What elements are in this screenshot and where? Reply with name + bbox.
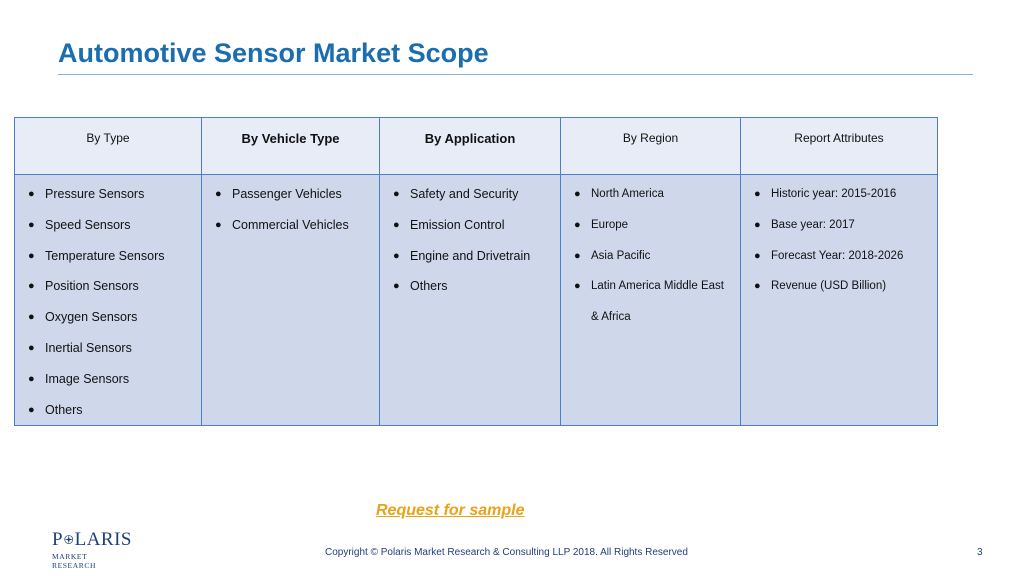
list-item: ● Latin America Middle East [561,271,740,302]
header-report-attributes: Report Attributes [741,118,938,175]
list-item: ● Temperature Sensors [15,241,201,272]
column-by-type [15,175,202,426]
list-item: ● Image Sensors [15,364,201,395]
title-underline [58,74,973,75]
slide-title: Automotive Sensor Market Scope [58,38,489,68]
list-item: ● Engine and Drivetrain [380,241,560,272]
list-item: ● Pressure Sensors [15,179,201,210]
list-item: ● Commercial Vehicles [202,210,379,241]
request-sample-link[interactable]: Request for sample [376,502,525,519]
list-item: ● Speed Sensors [15,210,201,241]
list-item: ● Others [380,271,560,302]
list-item: ● Europe [561,210,740,241]
column-by-application [380,175,561,426]
bullet-icon: ● [393,280,400,293]
logo-tagline: MARKET RESEARCH [52,552,96,570]
page-number: 3 [977,547,983,558]
list-item: ● Revenue (USD Billion) [741,271,937,302]
bullet-icon: ● [28,249,35,262]
bullet-icon: ● [215,188,222,200]
bullet-icon: ● [28,280,35,293]
bullet-icon: ● [28,372,35,385]
bullet-icon: ● [574,249,581,262]
list-item: ● Forecast Year: 2018-2026 [741,241,937,272]
list-item: ● Asia Pacific [561,241,740,272]
column-by-vehicle-type [202,175,380,426]
list-item: ● Historic year: 2015-2016 [741,179,937,210]
list-item: ● Emission Control [380,210,560,241]
scope-table [14,117,938,426]
header-by-region: By Region [561,118,741,175]
header-by-vehicle-type: By Vehicle Type [202,118,380,175]
list-item-continuation: & Africa [591,311,631,324]
logo-wordmark: P LARIS [52,529,132,550]
bullet-icon: ● [28,311,35,324]
bullet-icon: ● [754,218,761,231]
table-header-row [15,118,938,175]
bullet-icon: ● [574,188,581,200]
polaris-logo [52,529,132,570]
list-item: ● Position Sensors [15,271,201,302]
header-by-type: By Type [15,118,202,175]
header-by-application: By Application [380,118,561,175]
bullet-icon: ● [754,249,761,262]
compass-star-icon [64,532,74,547]
bullet-icon: ● [574,280,581,293]
bullet-icon: ● [393,218,400,231]
bullet-icon: ● [28,341,35,354]
list-item: ● Safety and Security [380,179,560,210]
bullet-icon: ● [574,218,581,231]
copyright-text: Copyright © Polaris Market Research & Consulting LLP 2018. All Rights Reserved [325,547,688,558]
list-item: ● Inertial Sensors [15,333,201,364]
bullet-icon: ● [754,280,761,293]
column-by-region [561,175,741,426]
bullet-icon: ● [28,218,35,231]
list-item: ● Base year: 2017 [741,210,937,241]
bullet-icon: ● [393,188,400,200]
list-item: ● Others [15,395,201,426]
column-report-attributes [741,175,938,426]
bullet-icon: ● [28,403,35,416]
list-item: ● Passenger Vehicles [202,179,379,210]
bullet-icon: ● [28,188,35,200]
list-item: ● North America [561,179,740,210]
bullet-icon: ● [215,218,222,231]
table-body-row [15,175,938,426]
bullet-icon: ● [393,249,400,262]
bullet-icon: ● [754,188,761,200]
list-item: ● Oxygen Sensors [15,302,201,333]
